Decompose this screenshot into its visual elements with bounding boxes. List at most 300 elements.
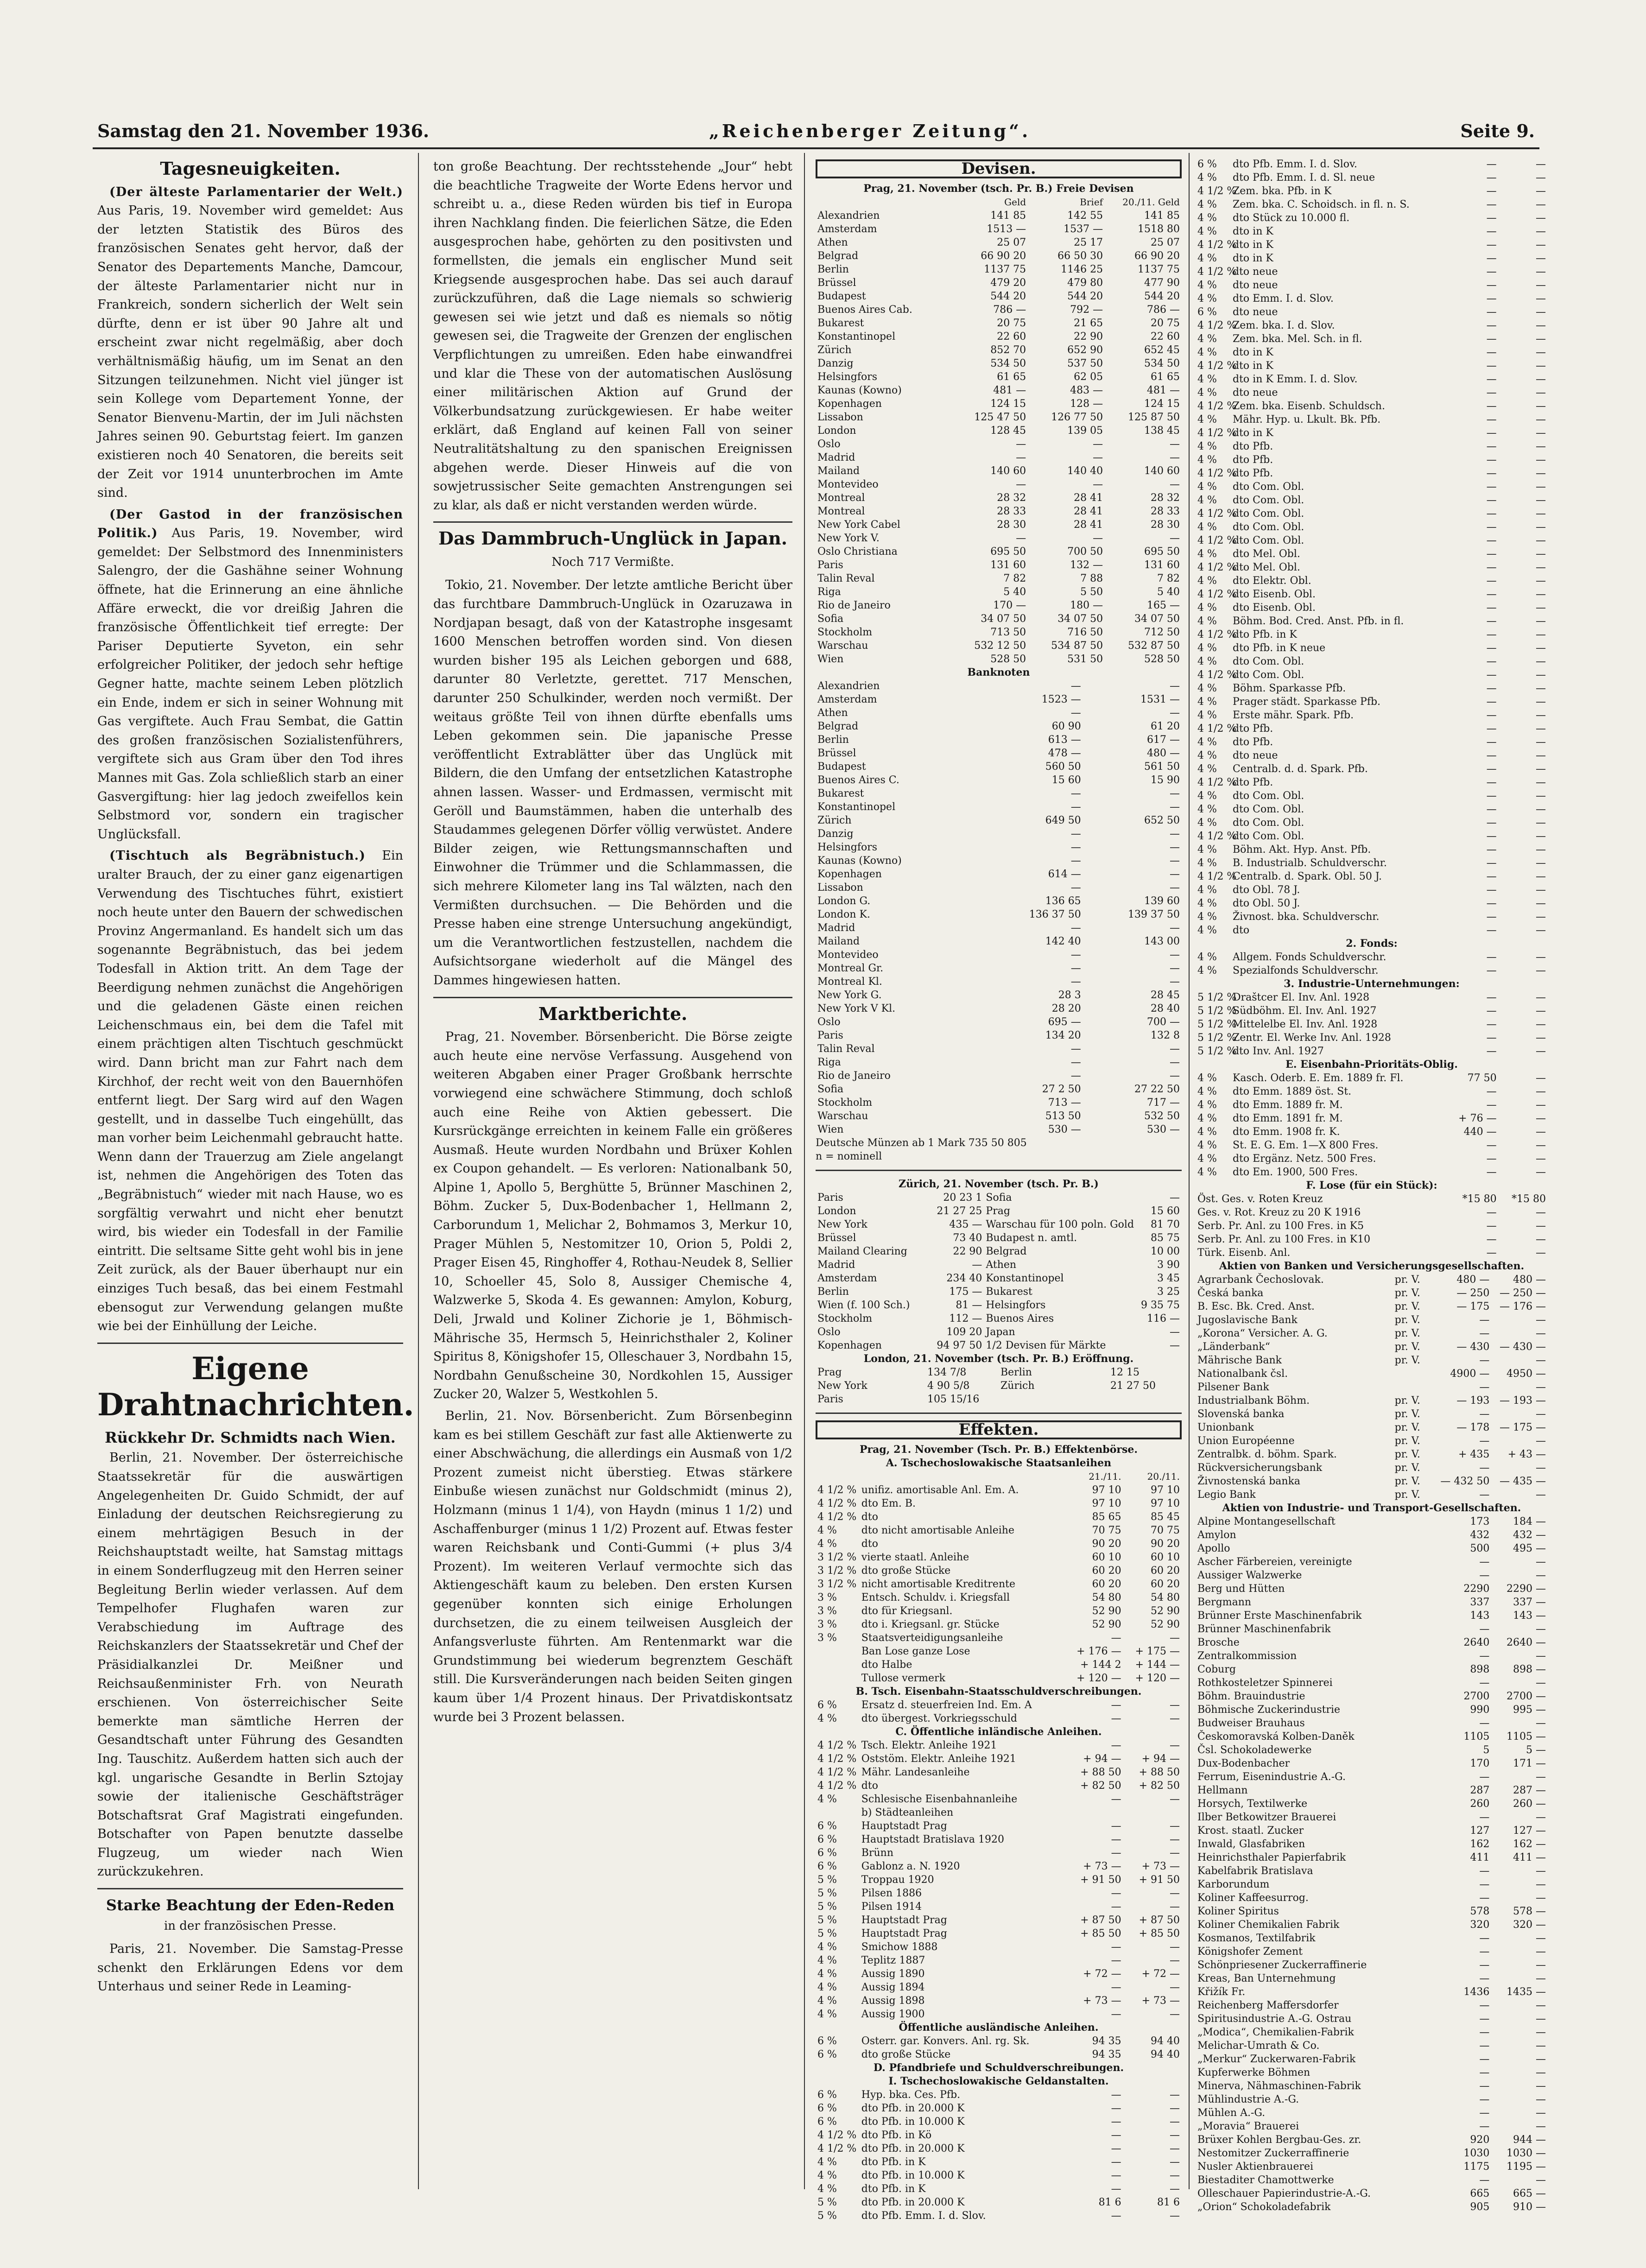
table-cell: 125 87 50 [1128, 412, 1180, 423]
industry-share-row [1196, 2173, 1548, 2187]
empty-quote: — [1486, 804, 1497, 815]
table-cell: 4 1/2 % [1197, 508, 1237, 519]
empty-quote: — [1486, 320, 1497, 331]
table-cell: 94 97 50 [937, 1340, 982, 1351]
table-cell: 4 % [1197, 548, 1217, 560]
table-cell: dto neue [1233, 306, 1278, 318]
effekten-row [816, 1672, 1182, 1685]
table-cell: „Moravia“ Brauerei [1197, 2121, 1299, 2132]
table-cell: — [1170, 868, 1180, 880]
table-cell: — [1170, 963, 1180, 974]
header-rule [93, 147, 1539, 149]
table-cell: Budapest n. amtl. [986, 1232, 1077, 1244]
table-cell: 4 % [1197, 414, 1217, 425]
empty-quote: — [1536, 1099, 1546, 1111]
table-cell: 480 — [1513, 1274, 1546, 1286]
table-cell: — [1111, 2156, 1121, 2168]
table-cell: 1513 — [987, 223, 1026, 235]
table-cell: 6 % [817, 2035, 837, 2047]
table-cell: Aussig 1900 [861, 2008, 925, 2020]
table-cell: + 144 2 [1080, 1659, 1121, 1671]
table-cell: pr. V. [1394, 1287, 1420, 1299]
table-cell: — [1479, 2013, 1490, 2025]
table-cell: vierte staatl. Anleihe [861, 1552, 969, 1563]
table-cell: nicht amortisable Kreditrente [861, 1578, 1015, 1590]
banknote-row [816, 720, 1182, 733]
table-cell: — [1170, 801, 1180, 813]
table-cell: dto Pfb. in K [1233, 629, 1297, 640]
table-cell: 127 [1470, 1825, 1490, 1837]
article-subtitle-eden: in der französischen Presse. [164, 1919, 337, 1933]
table-cell: dto Pfb. in 20.000 K [861, 2103, 965, 2114]
devisen-row [816, 653, 1182, 666]
table-cell: — [1479, 1408, 1490, 1420]
effekten-row [816, 2102, 1182, 2115]
table-cell: — [1170, 949, 1180, 961]
table-cell: 3 % [817, 1592, 837, 1603]
table-cell: pr. V. [1394, 1314, 1420, 1326]
table-cell: Zem. bka. I. d. Slov. [1233, 320, 1335, 331]
table-cell: 4 % [817, 1968, 837, 1980]
table-cell: Stockholm [817, 627, 873, 638]
pfandbrief-row [1196, 897, 1548, 910]
empty-quote: — [1536, 427, 1546, 439]
banknote-row [816, 948, 1182, 962]
empty-quote: — [1536, 279, 1546, 291]
empty-quote: — [1536, 185, 1546, 197]
bank-share-row [1196, 1394, 1548, 1407]
pfandbrief-row [1196, 588, 1548, 601]
table-cell: 6 % [817, 1861, 837, 1872]
table-cell: 20 75 [1151, 317, 1180, 329]
industry-share-row [1196, 1837, 1548, 1851]
table-cell: + 85 50 [1139, 1928, 1180, 1939]
table-cell: Berlin [817, 264, 849, 275]
table-cell: — [1479, 1489, 1490, 1501]
table-cell: 28 33 [997, 506, 1026, 517]
empty-quote: — [1486, 185, 1497, 197]
empty-quote: — [1486, 602, 1497, 614]
market-report-prague: Prag, 21. November. Börsenbericht. Die Börse zeigte auch heute eine nervöse Verfassung. Ausgehend von weiteren Abgaben einer Prager Großbank herrschte vorwiegend eine schwächere Stimmung, doch schloß auch eine Reihe von Aktien gebessert. Die Kursrückgänge erreichten in keinem Falle ein größeres Ausmaß. Heute wurden Nordbahn und Brüxer Kohlen ex Coupon gehandelt. — Es verloren: Nationalbank 50, Alpine 1, Apollo 5, Berghütte 5, Brünner Maschinen 2, Böhm. Zucker 5, Dux-Bodenbacher 1, Hellmann 2, Carborundum 1, Melichar 2, Bohmamos 3, Merkur 10, Prager Mühlen 5, Nestomitzer 10, Orion 5, Poldi 2, Prager Eisen 45, Ringhoffer 4, Rothau-Neudek 8, Sellier 10, Schoeller 45, Solo 8, Aussiger Chemische 4, Walzwerke 5, Skoda 4. Es gewannen: Amylon, Koburg, Deli, Jrwald und Koliner Zichorie je 1, Böhmisch-Mährische 35, Hermsch 5, Heinrichsthaler 2, Koliner Spiritus 8, Königshofer 15, Olleschauer 3, Nordbahn 15, Nordbahn Genußscheine 30, Nordkohlen 15, Aussiger Zucker 20, Walzer 5, Westkohlen 5. [433, 1030, 792, 1402]
table-cell: — [1536, 1207, 1546, 1218]
table-cell: Ferrum, Eisenindustrie A.-G. [1197, 1771, 1346, 1783]
zurich-row [816, 1245, 1182, 1258]
table-cell: — [1170, 2156, 1180, 2168]
table-cell: — [1070, 1043, 1081, 1055]
table-cell: 139 05 [1067, 425, 1103, 437]
table-cell: 4 1/2 % [817, 1767, 857, 1778]
table-cell: Živnost. bka. Schuldverschr. [1233, 911, 1380, 923]
table-cell: dto Com. Obl. [1233, 656, 1304, 667]
table-cell: 4 1/2 % [817, 2143, 857, 2154]
table-cell: Berlin [817, 1286, 849, 1298]
table-cell: — [1070, 801, 1081, 813]
table-cell: 910 — [1513, 2201, 1546, 2213]
table-cell: 5 % [817, 2210, 837, 2222]
table-cell: dto [861, 1538, 878, 1550]
table-cell: Bukarest [817, 317, 864, 329]
table-cell: 4 % [1197, 212, 1217, 224]
issue-date: Samstag den 21. November 1936. [97, 120, 430, 141]
table-cell: dto Mel. Obl. [1233, 562, 1300, 573]
table-cell: Athen [986, 1259, 1017, 1271]
devisen-row [816, 545, 1182, 558]
table-cell: — [1536, 1677, 1546, 1689]
table-cell: 4 % [817, 1982, 837, 1993]
banknotes-table [816, 679, 1182, 1136]
table-cell: Rio de Janeiro [817, 1070, 891, 1082]
table-cell: 287 — [1513, 1785, 1546, 1796]
table-cell: — [1536, 1314, 1546, 1326]
divider [433, 521, 792, 523]
table-cell: *15 80 [1512, 1193, 1546, 1205]
devisen-row [816, 411, 1182, 424]
table-cell: dto Emm. 1908 fr. K. [1233, 1126, 1340, 1138]
table-cell: Erste mähr. Spark. Pfb. [1233, 710, 1354, 721]
table-cell: 4 % [1197, 683, 1217, 694]
pfandbrief-row [1196, 762, 1548, 776]
table-cell: Lissabon [817, 882, 863, 893]
table-cell: + 43 — [1507, 1449, 1546, 1460]
industry-share-row [1196, 1878, 1548, 1891]
effekten-row [816, 1940, 1182, 1954]
table-cell: 531 50 [1067, 653, 1103, 665]
lose-heading: F. Lose (für ein Stück): [1306, 1179, 1437, 1191]
industry-share-row [1196, 2120, 1548, 2133]
table-cell: — [1479, 1973, 1490, 1984]
table-cell: — [1536, 1328, 1546, 1339]
industry-share-row [1196, 1891, 1548, 1905]
empty-quote: — [1486, 683, 1497, 694]
table-cell: 4 1/2 % [817, 2129, 857, 2141]
empty-quote: — [1486, 1032, 1497, 1044]
pfandbrief-row [1196, 641, 1548, 655]
table-cell: Belgrad [817, 721, 859, 732]
table-cell: Königshofer Zement [1197, 1946, 1303, 1958]
zurich-row [816, 1325, 1182, 1339]
table-cell: — [1016, 532, 1026, 544]
table-cell: 1030 [1463, 2148, 1490, 2159]
empty-quote: — [1536, 669, 1546, 681]
pfandbrief-row [1196, 749, 1548, 762]
pfandbrief-row [1196, 399, 1548, 413]
table-cell: 1105 [1463, 1731, 1490, 1742]
industry-share-row [1196, 2066, 1548, 2079]
table-cell: 4 1/2 % [1197, 400, 1237, 412]
table-cell: — [1536, 1489, 1546, 1501]
table-cell: 52 90 [1151, 1619, 1180, 1630]
table-cell: — [1070, 882, 1081, 893]
fonds-heading: 2. Fonds: [1346, 938, 1398, 950]
empty-quote: — [1536, 911, 1546, 923]
empty-quote: — [1486, 172, 1497, 184]
table-cell: 1195 — [1507, 2161, 1546, 2173]
table-cell: — [1170, 2103, 1180, 2114]
table-cell: pr. V. [1394, 1274, 1420, 1286]
table-cell: — [1536, 2013, 1546, 2025]
pfandbrief-row [1196, 668, 1548, 682]
table-cell: Buenos Aires Cab. [817, 304, 912, 316]
pfandbrief-row [1196, 883, 1548, 897]
table-cell: 786 — [1147, 304, 1180, 316]
empty-quote: — [1536, 696, 1546, 708]
table-cell: Montreal Kl. [817, 976, 882, 988]
effekten-row [816, 1712, 1182, 1725]
article-body-dam: Tokio, 21. November. Der letzte amtliche Bericht über das furchtbare Dammbruch-Unglück in Ozaruzawa in Nordjapan besagt, daß von der Katastrophe insgesamt 1600 Menschen betroffen worden sind. Von diesen wurden bisher 195 als Leichen geborgen und 688, darunter 80 Verletzte, gerettet. 717 Menschen, darunter 250 Schulkinder, werden noch vermißt. Der weitaus größte Teil von ihnen dürfte ebenfalls ums Leben gekommen sein. Die japanische Presse veröffentlicht Extrablätter über das Unglück mit Bildern, die den Umfang der entsetzlichen Katastrophe ahnen lassen. Wasser- und Erdmassen, vermischt mit Geröll und Baumstämmen, haben die unterhalb des Staudammes gelegenen Dörfer völlig verwüstet. Andere Bilder zeigen, wie Rettungsmannschaften und Einwohner die Trümmer und die Schlammassen, die sich mehrere Kilometer lang ins Tal wälzten, nach den Vermißten durchsuchen. — Die Behörden und die Presse haben eine strenge Untersuchung angekündigt, um die Verantwortlichen festzustellen, nachdem die Aufsichtsorgane wiederholt auf die Mängel des Dammes hingewiesen hatten. [433, 578, 792, 988]
table-cell: 90 20 [1151, 1538, 1180, 1550]
table-cell: pr. V. [1394, 1341, 1420, 1353]
table-cell: London [817, 425, 856, 437]
article-subtitle-dam: Noch 717 Vermißte. [551, 555, 674, 569]
table-cell: 4 % [1197, 253, 1217, 264]
table-cell: Brüssel [817, 1232, 856, 1244]
table-cell: 34 07 50 [1134, 613, 1180, 625]
table-cell: — [1170, 438, 1180, 450]
empty-quote: — [1536, 1140, 1546, 1151]
table-cell: 22 60 [1151, 331, 1180, 342]
effekten-row [816, 1954, 1182, 1967]
industry-share-row [1196, 1609, 1548, 1622]
table-cell: 141 85 [990, 210, 1026, 222]
empty-quote: — [1536, 925, 1546, 936]
news-item-text: Aus Paris, 19. November wird gemeldet: Aus der letzten Statistik des Büros des französischen Senates geht hervor, daß der Senator des Departements Manche, Damcour, der älteste Parlamentarier nicht nur in Frankreich, sondern sicherlich der Welt sein dürfte, denn er ist über 90 Jahre alt und erscheint zwar nicht regelmäßig, aber doch verhältnismäßig häufig, um im Senat an den Sitzungen teilzunehmen. Nicht viel jünger ist sein Kollege vom Departement Yonne, der Senator Bienvenu-Martin, der im Juli nächsten Jahres seinen 90. Geburtstag feiert. Im ganzen existieren noch 40 Senatoren, die bereits seit der Zeit vor 1914 ununterbrochen im Amte sind. [97, 203, 403, 500]
table-cell: Talin Reval [817, 1043, 875, 1055]
industry-share-row [1196, 1730, 1548, 1743]
table-cell: 28 32 [1151, 492, 1180, 504]
table-cell: Böhm. Akt. Hyp. Anst. Pfb. [1233, 844, 1371, 855]
table-cell: „Länderbank“ [1197, 1341, 1270, 1353]
industry-share-row [1196, 2012, 1548, 2026]
banknote-row [816, 693, 1182, 706]
effekten-row [816, 1645, 1182, 1658]
devisen-row [816, 505, 1182, 518]
table-cell: — [1170, 2116, 1180, 2128]
table-cell: — [1170, 1793, 1180, 1805]
table-cell: + 94 — [1141, 1753, 1180, 1765]
empty-quote: — [1486, 1019, 1497, 1030]
table-cell: 4 % [1197, 804, 1217, 815]
divider [433, 997, 792, 998]
table-cell: 60 20 [1151, 1578, 1180, 1590]
table-cell: 131 60 [990, 559, 1026, 571]
table-cell: — 175 — [1500, 1422, 1546, 1433]
table-cell: 81 70 [1151, 1219, 1180, 1230]
table-cell: 143 00 [1144, 936, 1180, 947]
table-cell: — [1070, 788, 1081, 799]
table-cell [1123, 1806, 1182, 1819]
empty-quote: — [1536, 441, 1546, 452]
table-cell: Ban Lose ganze Lose [861, 1646, 970, 1657]
industry-share-row [1196, 1542, 1548, 1555]
table-cell: dto Pfb. in 10.000 K [861, 2170, 965, 2181]
empty-quote: — [1536, 320, 1546, 331]
effekten-row [816, 1510, 1182, 1524]
table-cell: 4 1/2 % [817, 1498, 857, 1509]
table-cell: 4 1/2 % [1197, 562, 1237, 573]
table-cell: Berg und Hütten [1197, 1583, 1285, 1595]
banknote-row [816, 975, 1182, 988]
news-item-text: Aus Paris, 19. November, wird gemeldet: Der Selbstmord des Innenministers Salengro, der die Gashähne seiner Wohnung öffnete, hat die Erinnerung an eine ähnliche Affäre erweckt, die vor dreißig Jahren die französische Öffentlichkeit tief erregte: Der Pariser Deputierte Syveton, ein sehr erfolgreicher Politiker, der jedoch sehr heftige Gegner hatte, machte seinem Leben plötzlich ein Ende, indem er sich in seiner Wohnung mit Gas vergiftete. Auch Frau Sembat, die Gattin des großen französischen Sozialistenführers, vergiftete sich aus Gram über den Tod ihres Mannes mit Gas. Zola schließlich starb an einer Gasvergiftung: hier lag jedoch zweifellos kein Selbstmord vor, sondern ein tragischer Unglücksfall. [97, 526, 403, 842]
empty-quote: — [1536, 642, 1546, 654]
table-cell: 4 % [1197, 521, 1217, 533]
table-cell: — [1479, 2121, 1490, 2132]
table-cell: 7 82 [1157, 573, 1180, 584]
table-cell: Mähr. Hyp. u. Lkult. Bk. Pfb. [1233, 414, 1381, 425]
table-cell: — [1070, 963, 1081, 974]
devisen-row [816, 330, 1182, 343]
table-cell: 4 % [1197, 494, 1217, 506]
table-cell: 52 90 [1151, 1605, 1180, 1617]
table-cell: 4 % [1197, 481, 1217, 493]
pfandbrief-row [1196, 426, 1548, 440]
table-cell: Amylon [1197, 1529, 1236, 1541]
table-cell: — [1070, 1070, 1081, 1082]
banknote-row [816, 921, 1182, 935]
table-cell: 109 20 [946, 1326, 982, 1338]
table-cell: 4 % [817, 2156, 837, 2168]
table-cell: 20 75 [997, 317, 1026, 329]
table-cell: Reichenberg Maffersdorfer [1197, 2000, 1339, 2011]
section-heading-effekten: Effekten. [816, 1420, 1182, 1439]
table-cell: Draštcer El. Inv. Anl. 1928 [1233, 992, 1370, 1003]
industry-share-row [1196, 1972, 1548, 1985]
table-cell: — [1070, 922, 1081, 934]
table-cell: 1137 75 [984, 264, 1026, 275]
table-cell: — [1170, 855, 1180, 867]
table-cell: 90 20 [1092, 1538, 1121, 1550]
table-cell: — [1479, 1812, 1490, 1823]
table-cell: 716 50 [1067, 627, 1103, 638]
table-cell: 260 [1470, 1798, 1490, 1810]
table-cell: — [1093, 438, 1103, 450]
table-cell: — [1479, 1932, 1490, 1944]
table-cell: 4 % [1197, 199, 1217, 210]
table-cell: Legio Bank [1197, 1489, 1256, 1501]
empty-quote: — [1536, 1005, 1546, 1017]
table-cell: dto Pfb. in K [861, 2183, 926, 2195]
devisen-row [816, 612, 1182, 626]
banknote-row [816, 962, 1182, 975]
table-cell: dto Stück zu 10.000 fl. [1233, 212, 1350, 224]
bank-share-row [1196, 1286, 1548, 1300]
table-cell: 6 % [817, 2103, 837, 2114]
table-cell: — [1016, 452, 1026, 463]
industry-share-row [1196, 2187, 1548, 2200]
table-cell: Bukarest [986, 1286, 1032, 1298]
table-cell: Montreal [817, 492, 865, 504]
banknote-row [816, 814, 1182, 827]
effekten-row [816, 2142, 1182, 2155]
empty-quote: — [1486, 279, 1497, 291]
table-cell: — [1170, 1070, 1180, 1082]
table-cell: — [1479, 1435, 1490, 1447]
table-cell: 28 32 [997, 492, 1026, 504]
table-cell: dto große Stücke [861, 1565, 951, 1577]
table-cell: 28 20 [1051, 1003, 1081, 1014]
table-cell: Konstantinopel [817, 331, 896, 342]
zurich-row [816, 1231, 1182, 1245]
effekten-row [816, 1739, 1182, 1752]
table-cell: — [1111, 1955, 1121, 1966]
table-cell: 700 50 [1067, 546, 1103, 557]
empty-quote: — [1486, 562, 1497, 573]
devisen-row [816, 357, 1182, 370]
table-cell: 537 50 [1067, 358, 1103, 369]
table-cell: Wien [817, 1124, 844, 1135]
table-cell: — 430 — [1500, 1341, 1546, 1353]
industry-share-row [1196, 1636, 1548, 1649]
table-cell: — [1111, 2129, 1121, 2141]
table-cell: — [1170, 922, 1180, 934]
table-cell: 81 — [956, 1299, 982, 1311]
table-cell: dto [1233, 925, 1250, 936]
table-cell: 97 10 [1092, 1498, 1121, 1509]
industry-share-row [1196, 1757, 1548, 1770]
banknote-row [816, 787, 1182, 800]
table-cell: — [1479, 1717, 1490, 1729]
article-title-eden: Starke Beachtung der Eden-Reden [106, 1896, 395, 1914]
table-cell: — [1170, 828, 1180, 840]
table-cell: 28 45 [1151, 989, 1180, 1001]
empty-quote: — [1486, 374, 1497, 385]
banknote-row [816, 894, 1182, 908]
table-cell: — [1536, 1946, 1546, 1958]
empty-quote: — [1536, 710, 1546, 721]
empty-quote: — [1536, 777, 1546, 788]
pfandbrief-row [1196, 870, 1548, 883]
table-cell: 3 % [817, 1619, 837, 1630]
table-cell: 131 60 [1144, 559, 1180, 571]
table-cell: 4 % [1197, 454, 1217, 466]
table-cell: Paris [817, 1192, 843, 1204]
banknotes-note-nominal: n = nominell [816, 1151, 882, 1162]
empty-quote: — [1536, 172, 1546, 184]
table-cell: Sofia [986, 1192, 1012, 1204]
empty-quote: — [1536, 414, 1546, 425]
table-cell: — [1070, 949, 1081, 961]
table-cell: 132 — [1070, 559, 1103, 571]
table-cell: 25 07 [1151, 237, 1180, 248]
table-cell: Nusler Aktienbrauerei [1197, 2161, 1314, 2173]
table-cell: — [1479, 2094, 1490, 2105]
banknote-row [816, 827, 1182, 841]
table-cell: 2640 [1463, 1637, 1490, 1648]
table-cell: 112 — [949, 1313, 982, 1324]
effekten-row [816, 1564, 1182, 1577]
devisen-row [816, 585, 1182, 599]
devisen-row [816, 303, 1182, 317]
industry-share-row [1196, 1999, 1548, 2012]
table-cell: Talin Reval [817, 573, 875, 584]
news-item [97, 847, 403, 1336]
table-cell: 4 % [817, 1793, 837, 1805]
table-cell: — [972, 1259, 982, 1271]
empty-quote: — [1536, 965, 1546, 976]
table-cell: Helsingfors [986, 1299, 1046, 1311]
london-heading: London, 21. November (tsch. Pr. B.) Eröffnung. [863, 1353, 1134, 1365]
table-cell: — [1170, 882, 1180, 893]
table-cell: Rio de Janeiro [817, 600, 891, 611]
table-cell: Aussig 1890 [861, 1968, 925, 1980]
pfandbrief-row [1196, 830, 1548, 843]
empty-quote: — [1536, 374, 1546, 385]
table-cell: 70 75 [1092, 1525, 1121, 1536]
empty-quote: — [1486, 911, 1497, 923]
table-cell: Alpine Montangesellschaft [1197, 1516, 1336, 1527]
table-cell: 652 50 [1144, 815, 1180, 826]
table-cell: 4 % [817, 1955, 837, 1966]
table-cell: — [1170, 707, 1180, 719]
